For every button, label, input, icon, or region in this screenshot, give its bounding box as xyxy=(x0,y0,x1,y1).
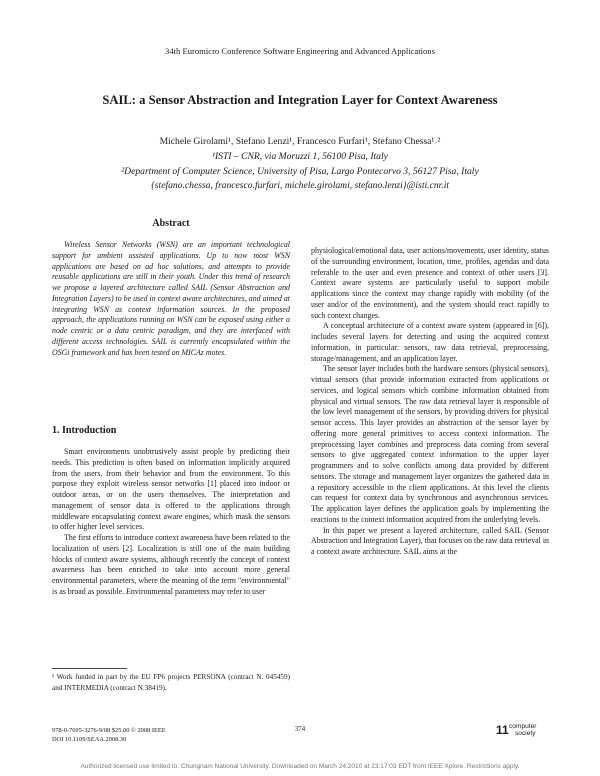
isbn-line: 978-0-7695-3276-9/08 $25.00 © 2008 IEEE xyxy=(52,727,166,734)
computer-society-mark: 11 xyxy=(496,723,509,737)
doi-line: DOI 10.1109/SEAA.2008.30 xyxy=(52,736,127,743)
right-column-body xyxy=(311,246,549,558)
intro-paragraph-2: The first efforts to introduce context awareness have been related to the localization of users [2]. Localization is still one of the main building blocks of context aware systems, although recently the concept of context awareness has been enriched to take into account more general environmental parameters, where the meaning of the term "environmental" is as broad as possible. Environmental parameters may refer to user xyxy=(52,533,290,596)
affiliation-isti: ¹ISTI – CNR, via Moruzzi 1, 56100 Pisa, Italy xyxy=(212,151,388,162)
right-paragraph-4: In this paper we present a layered architecture, called SAIL (Sensor Abstraction and Integration Layer), that focuses on the raw data retrieval in a context aware architecture. SAIL aims at the xyxy=(311,525,549,556)
intro-paragraph-1: Smart environments unobtrusively assist people by predicting their needs. This prediction is often based on information implicitly acquired from the users, from their behavior and from the environment. To this purpose they exploit wireless sensor networks [1] placed into indoor or outdoor areas, or on the users themselves. The interpretation and management of sensor data is offered to the applications through middleware encapsulating context aware engines, which mask the sensors to offer higher level services. xyxy=(52,447,290,532)
license-notice: Authorized licensed use limited to: Chungnam National University. Downloaded on March 24,2010 at 23:17:03 EDT from IEEE Xplore. Restrictions apply. xyxy=(80,763,520,770)
right-paragraph-3: The sensor layer includes both the hardware sensors (physical sensors), virtual sensors (that provide information extracted from applications or services, and logical sensors which combine information obtained from physical and virtual sensors. The raw data retrieval layer is responsible of the low level management of the sensors, by providing drivers for physical sensor access. This layer provides an abstraction of the sensor layer by offering more general primitives to access context information. The preprocessing layer combines and preprocess data coming from several sensors to give aggregated context information to the upper layer programmers and to solve conflicts among data provided by different sensors. The storage and management layer organizes the gathered data in a repository accessible to the client applications. At this level the clients can request for context data by synchronous and asynchronous services. The application layer defines the application goals by implementing the reactions to the context information acquired from the underlying levels. xyxy=(311,364,549,524)
section-heading-introduction: 1. Introduction xyxy=(52,425,117,436)
paper-title: SAIL: a Sensor Abstraction and Integration Layer for Context Awareness xyxy=(102,93,498,107)
publication-info xyxy=(52,726,272,744)
footnote: ¹ Work funded in part by the EU FP6 projects PERSONA (contract N. 045459) and INTERMEDIA (contract N.38419). xyxy=(52,673,290,692)
author-list: Michele Girolami¹, Stefano Lenzi¹, Francesco Furfari¹, Stefano Chessa¹˒² xyxy=(159,136,441,147)
conference-header: 34th Euromicro Conference Software Engineering and Advanced Applications xyxy=(165,46,435,56)
page-number: 374 xyxy=(294,726,306,733)
abstract-heading: Abstract xyxy=(152,218,190,229)
introduction-body xyxy=(52,447,290,598)
affiliation-unipi: ²Department of Computer Science, University of Pisa, Largo Pontecorvo 3, 56127 Pisa, Italy xyxy=(121,166,479,177)
right-paragraph-1: physiological/emotional data, user actions/movements, user identity, status of the surrounding environment, location, time, profiles, agendas and data referable to the user and even presence and context of other users [3]. Context aware systems are particularly useful to support mobile applications since the context may change rapidly with mobility (of the user and/or of the environment), and the system should react rapidly to such context changes. xyxy=(311,246,549,320)
author-emails: {stefano.chessa, francesco.furfari, michele.girolami, stefano.lenzi}@isti.cnr.it xyxy=(150,180,450,191)
computer-society-logo xyxy=(494,721,552,743)
computer-society-wordmark: computer society xyxy=(509,723,537,737)
footnote-rule xyxy=(52,668,127,669)
right-paragraph-2: A conceptual architecture of a context aware system (appeared in [6]), includes several layers for detecting and using the acquired context information, in particular: sensors, raw data retrieval, preprocessing, storage/management, and an application layer. xyxy=(311,321,549,363)
abstract-text: Wireless Sensor Networks (WSN) are an important technological support for ambient assisted applications. Up to now most WSN applications are based on ad hoc solutions, and attempts to provide reusable applications are still in their youth. Under this trend of research we propose a layered architecture called SAIL (Sensor Abstraction and Integration Layers) to be used in context aware architectures, and aimed at integrating WSN as context information sources. In the proposed approach, the applications running on WSN can be exposed using either a node centric or a data centric paradigm, and they are interfaced with different access technologies. SAIL is currently encapsulated within the OSGi framework and has been tested on MICAz motes. xyxy=(52,240,290,357)
abstract-body xyxy=(52,240,290,358)
